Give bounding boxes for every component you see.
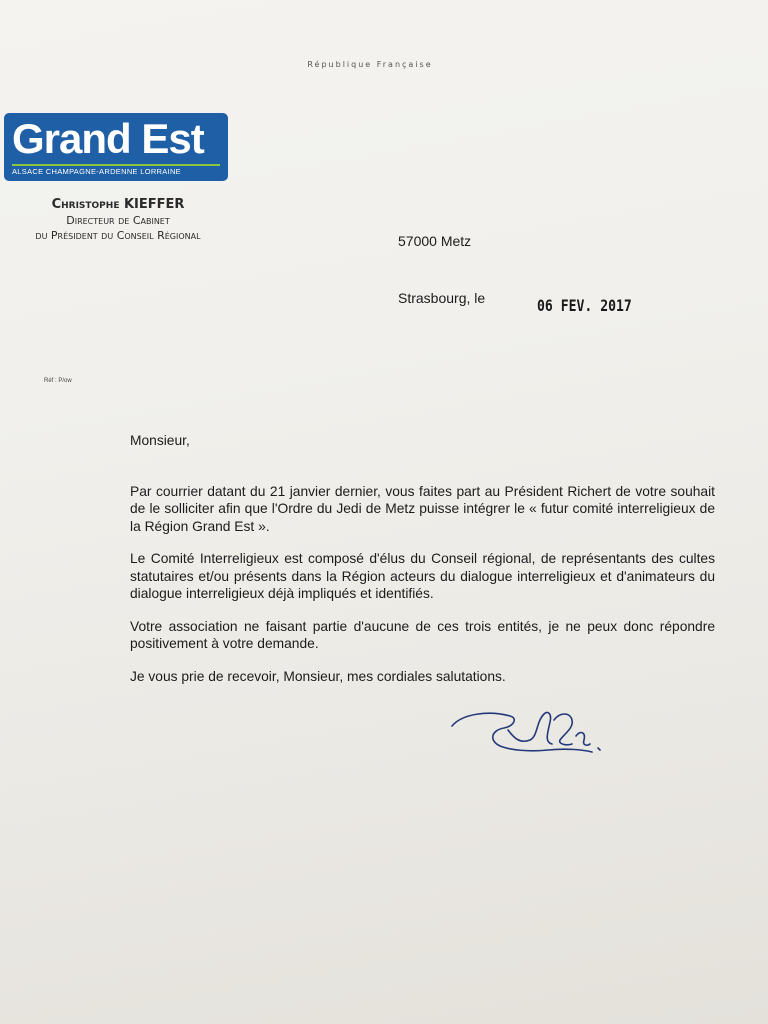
sender-title-line2: du Président du Conseil Régional [35, 229, 201, 242]
paragraph-request: Par courrier datant du 21 janvier dernier, vous faites part au Président Richert de votre souhait de le solliciter afin que l'Ordre du Jedi de Metz puisse intégrer le « futur comité interreligieux de la Région Grand Est ». [130, 483, 715, 534]
salutation: Monsieur, [130, 433, 190, 448]
sender-title-line1: Directeur de Cabinet [66, 214, 170, 227]
paragraph-committee: Le Comité Interreligieux est composé d'élus du Conseil régional, de représentants des cultes statutaires et/ou présents dans la Région acteurs du dialogue interreligieux et d'animateurs du dialogue interreligieux déjà impliqués et identifiés. [130, 551, 715, 601]
sender-block [0, 196, 236, 243]
logo-subtitle: ALSACE CHAMPAGNE-ARDENNE LORRAINE [12, 167, 181, 176]
grand-est-logo [4, 113, 228, 181]
sender-name: Christophe KIEFFER [51, 197, 185, 212]
signature-strokes [452, 712, 600, 752]
paragraph-refusal: Votre association ne faisant partie d'aucune de ces trois entités, je ne peux donc répondre positivement à votre demande. [130, 618, 715, 651]
reference-line: Réf : P/ow [44, 378, 72, 384]
recipient-address: 57000 Metz [398, 233, 472, 249]
place-line: Strasbourg, le [398, 290, 486, 306]
date-stamp: 06 FEV. 2017 [537, 296, 632, 315]
handwritten-signature [448, 700, 608, 764]
letter-body [130, 432, 715, 700]
logo-name: Grand Est [12, 115, 204, 162]
republique-header: République Française [307, 60, 433, 69]
closing-line: Je vous prie de recevoir, Monsieur, mes cordiales salutations. [130, 668, 506, 684]
logo-accent-bar [12, 164, 220, 166]
